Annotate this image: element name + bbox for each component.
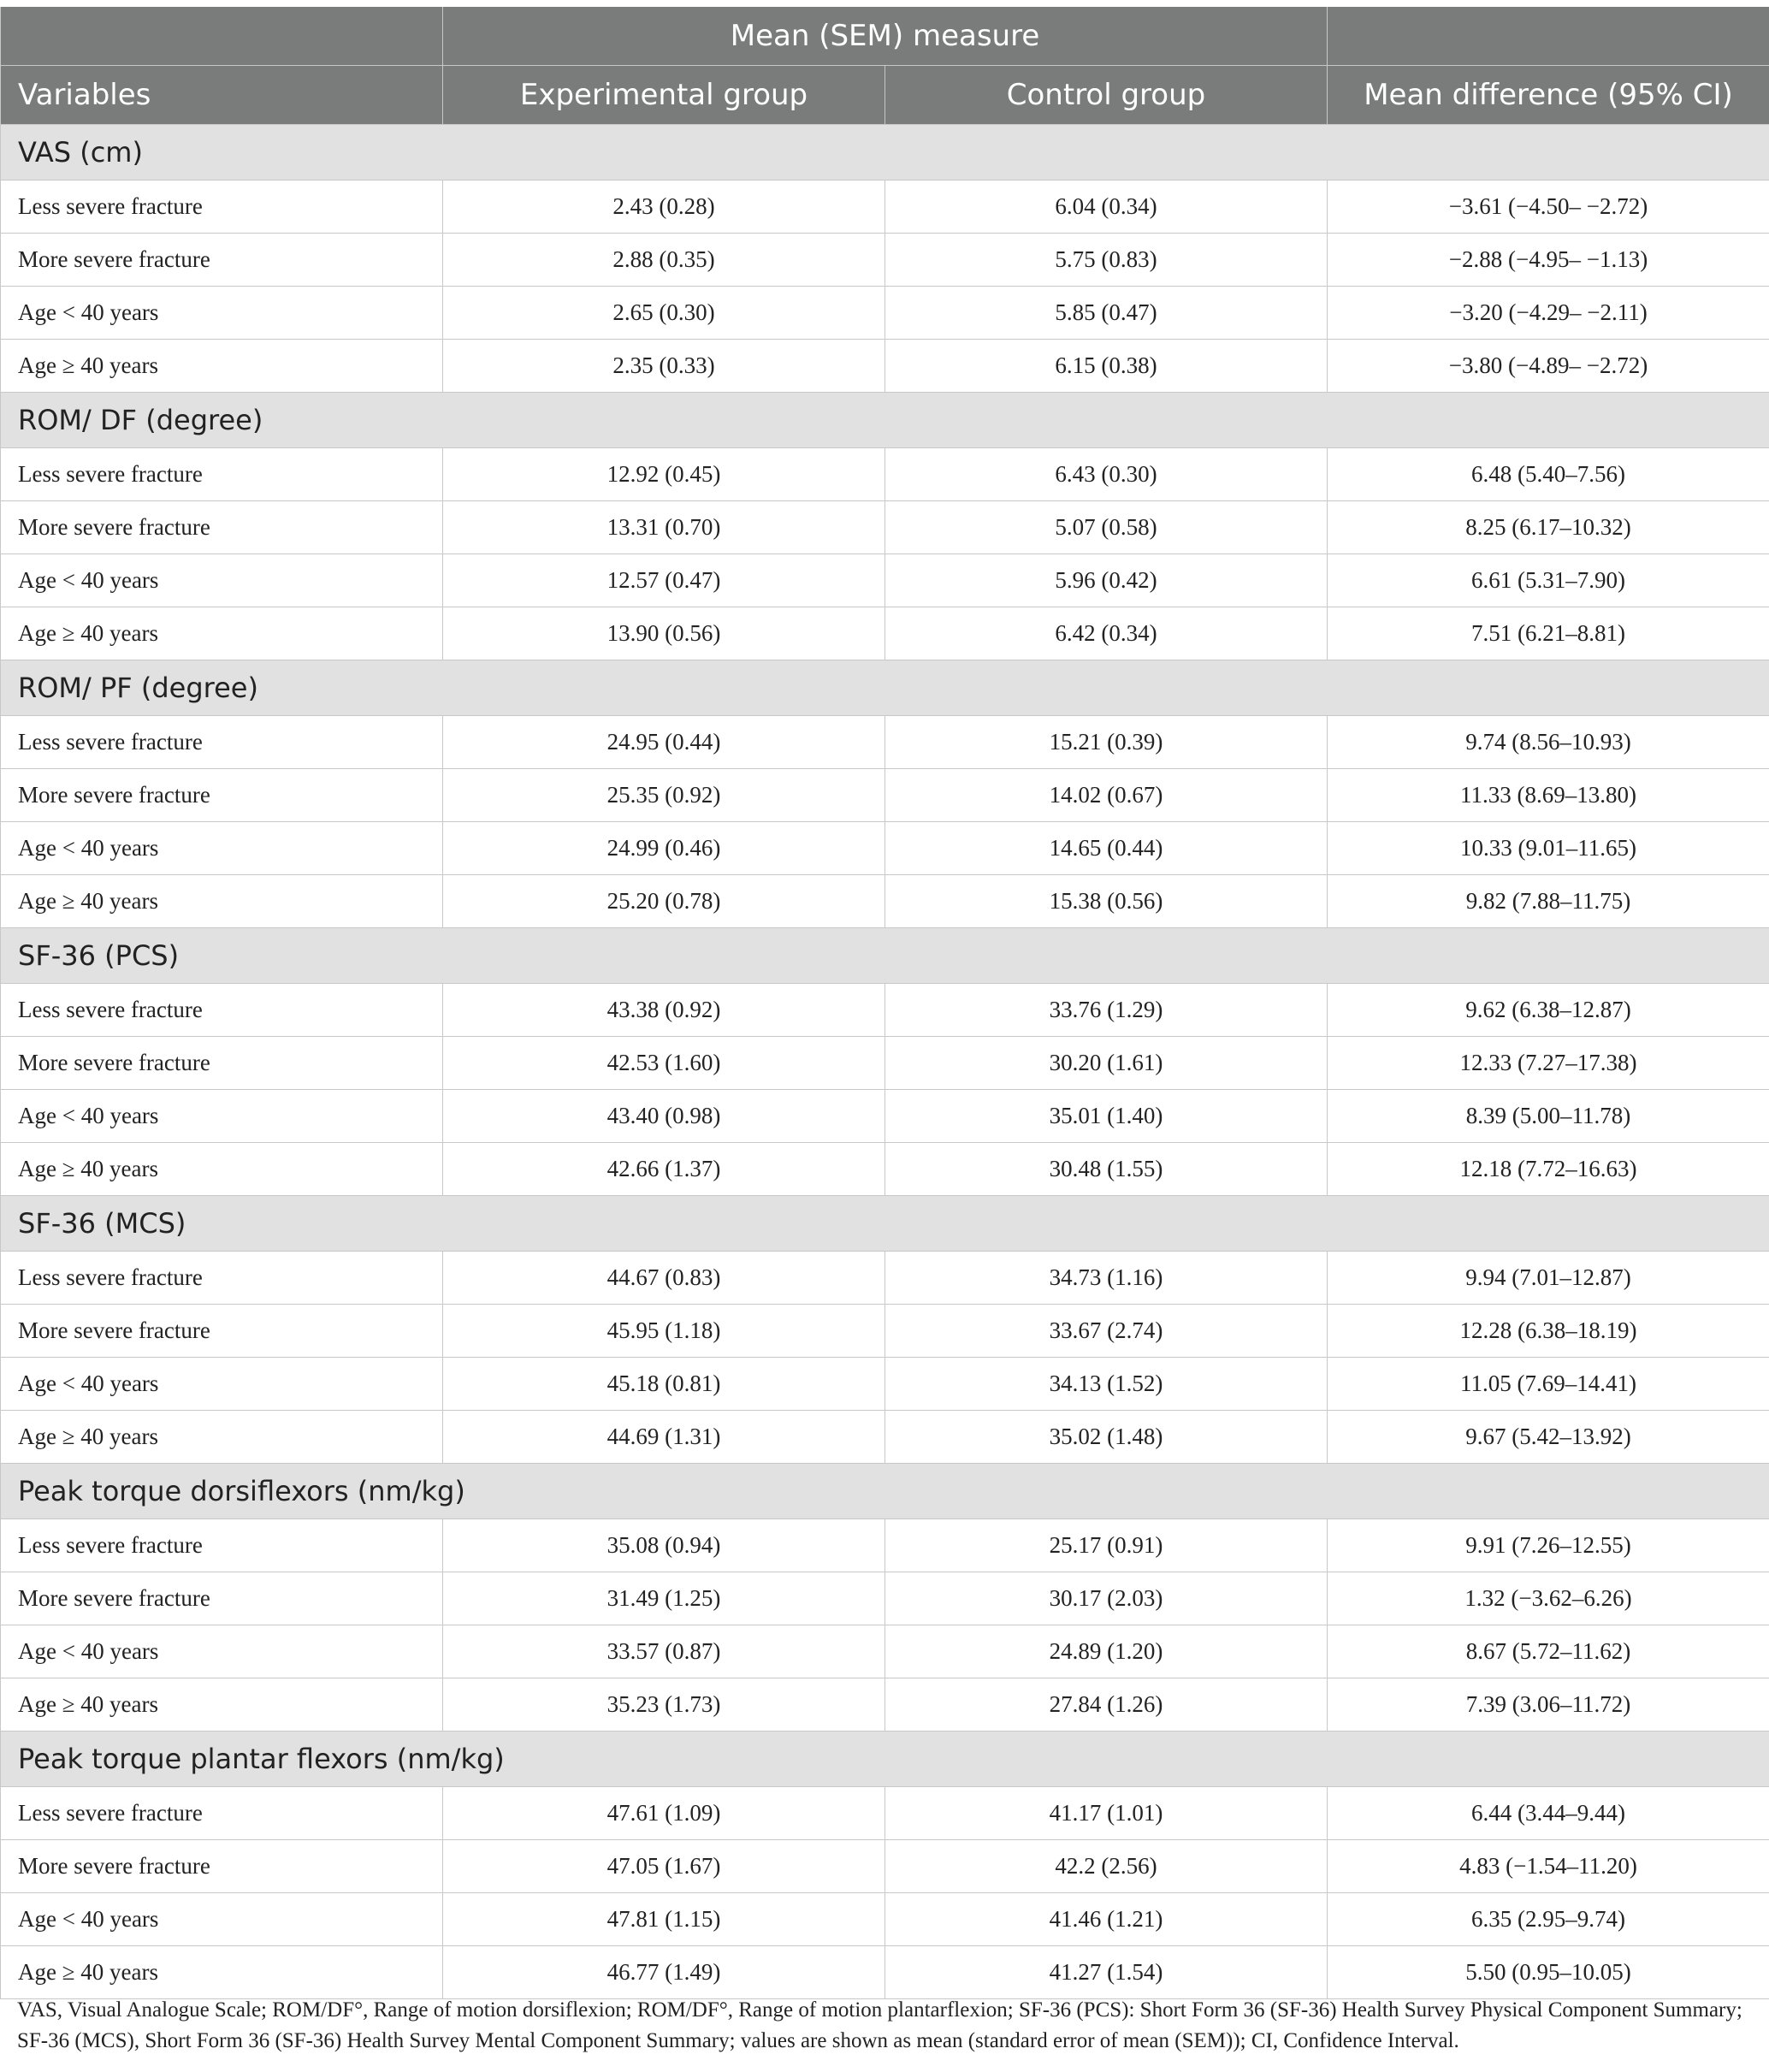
experimental-value: 45.95 (1.18)	[443, 1305, 885, 1358]
difference-value: 6.44 (3.44–9.44)	[1328, 1787, 1769, 1840]
row-label: Less severe fracture	[1, 181, 443, 234]
control-value: 33.67 (2.74)	[885, 1305, 1328, 1358]
difference-value: −2.88 (−4.95– −1.13)	[1328, 234, 1769, 287]
table-row	[1, 1143, 1769, 1196]
table-row	[1, 1678, 1769, 1732]
table-header	[1, 7, 1769, 125]
control-value: 24.89 (1.20)	[885, 1625, 1328, 1678]
table-row	[1, 1787, 1769, 1840]
difference-value: 8.67 (5.72–11.62)	[1328, 1625, 1769, 1678]
table-footnote: VAS, Visual Analogue Scale; ROM/DF°, Range of motion dorsiflexion; ROM/DF°, Range of motion plantarflexion; SF-36 (PCS): Short Form 36 (SF-36) Health Survey Physical Component Summary; SF-36 (MCS), Short Form 36 (SF-36) Health Survey Mental Component Summary; values are shown as mean (standard error of mean (SEM)); CI, Confidence Interval.	[17, 1998, 1742, 2052]
table-row	[1, 554, 1769, 607]
table-row	[1, 340, 1769, 393]
control-value: 6.42 (0.34)	[885, 607, 1328, 660]
table-row	[1, 769, 1769, 822]
experimental-value: 31.49 (1.25)	[443, 1572, 885, 1625]
difference-value: 5.50 (0.95–10.05)	[1328, 1946, 1769, 1999]
table-row	[1, 1252, 1769, 1305]
row-label: More severe fracture	[1, 501, 443, 554]
row-label: More severe fracture	[1, 1037, 443, 1090]
row-label: Age < 40 years	[1, 287, 443, 340]
difference-value: 8.39 (5.00–11.78)	[1328, 1090, 1769, 1143]
table-row	[1, 1625, 1769, 1678]
experimental-value: 13.90 (0.56)	[443, 607, 885, 660]
table-row	[1, 234, 1769, 287]
section-title: SF-36 (MCS)	[1, 1196, 1769, 1252]
section-title: Peak torque dorsiflexors (nm/kg)	[1, 1464, 1769, 1519]
difference-value: 4.83 (−1.54–11.20)	[1328, 1840, 1769, 1893]
difference-value: −3.20 (−4.29– −2.11)	[1328, 287, 1769, 340]
difference-value: 11.33 (8.69–13.80)	[1328, 769, 1769, 822]
section-title: ROM/ PF (degree)	[1, 660, 1769, 716]
row-label: Age < 40 years	[1, 1625, 443, 1678]
table-row	[1, 1946, 1769, 1999]
control-value: 5.85 (0.47)	[885, 287, 1328, 340]
header-variables: Variables	[1, 66, 443, 125]
row-label: Less severe fracture	[1, 1519, 443, 1572]
section-title: VAS (cm)	[1, 125, 1769, 181]
experimental-value: 47.05 (1.67)	[443, 1840, 885, 1893]
experimental-value: 42.66 (1.37)	[443, 1143, 885, 1196]
control-value: 6.43 (0.30)	[885, 448, 1328, 501]
row-label: Less severe fracture	[1, 1787, 443, 1840]
experimental-value: 46.77 (1.49)	[443, 1946, 885, 1999]
control-value: 41.17 (1.01)	[885, 1787, 1328, 1840]
difference-value: 9.74 (8.56–10.93)	[1328, 716, 1769, 769]
row-label: Age ≥ 40 years	[1, 1946, 443, 1999]
difference-value: 6.48 (5.40–7.56)	[1328, 448, 1769, 501]
control-value: 33.76 (1.29)	[885, 984, 1328, 1037]
row-label: More severe fracture	[1, 769, 443, 822]
experimental-value: 35.23 (1.73)	[443, 1678, 885, 1732]
table-row	[1, 287, 1769, 340]
control-value: 15.38 (0.56)	[885, 875, 1328, 928]
control-value: 15.21 (0.39)	[885, 716, 1328, 769]
experimental-value: 24.95 (0.44)	[443, 716, 885, 769]
control-value: 30.48 (1.55)	[885, 1143, 1328, 1196]
difference-value: 11.05 (7.69–14.41)	[1328, 1358, 1769, 1411]
experimental-value: 44.69 (1.31)	[443, 1411, 885, 1464]
table-body	[1, 125, 1769, 1999]
control-value: 5.75 (0.83)	[885, 234, 1328, 287]
section-row	[1, 1732, 1769, 1787]
section-title: Peak torque plantar flexors (nm/kg)	[1, 1732, 1769, 1787]
row-label: More severe fracture	[1, 1572, 443, 1625]
table-row	[1, 448, 1769, 501]
row-label: Age ≥ 40 years	[1, 1411, 443, 1464]
section-row	[1, 928, 1769, 984]
control-value: 30.20 (1.61)	[885, 1037, 1328, 1090]
row-label: Age < 40 years	[1, 1358, 443, 1411]
control-value: 5.96 (0.42)	[885, 554, 1328, 607]
control-value: 6.15 (0.38)	[885, 340, 1328, 393]
row-label: Age ≥ 40 years	[1, 340, 443, 393]
control-value: 41.27 (1.54)	[885, 1946, 1328, 1999]
experimental-value: 47.81 (1.15)	[443, 1893, 885, 1946]
difference-value: 9.67 (5.42–13.92)	[1328, 1411, 1769, 1464]
experimental-value: 2.35 (0.33)	[443, 340, 885, 393]
control-value: 35.02 (1.48)	[885, 1411, 1328, 1464]
difference-value: 9.82 (7.88–11.75)	[1328, 875, 1769, 928]
table-row	[1, 984, 1769, 1037]
row-label: Less severe fracture	[1, 448, 443, 501]
row-label: More severe fracture	[1, 234, 443, 287]
control-value: 34.73 (1.16)	[885, 1252, 1328, 1305]
experimental-value: 25.35 (0.92)	[443, 769, 885, 822]
row-label: Age ≥ 40 years	[1, 875, 443, 928]
experimental-value: 12.92 (0.45)	[443, 448, 885, 501]
table-row	[1, 1090, 1769, 1143]
control-value: 35.01 (1.40)	[885, 1090, 1328, 1143]
header-experimental: Experimental group	[443, 66, 885, 125]
row-label: Age < 40 years	[1, 554, 443, 607]
control-value: 14.65 (0.44)	[885, 822, 1328, 875]
difference-value: 6.61 (5.31–7.90)	[1328, 554, 1769, 607]
experimental-value: 43.38 (0.92)	[443, 984, 885, 1037]
control-value: 41.46 (1.21)	[885, 1893, 1328, 1946]
control-value: 42.2 (2.56)	[885, 1840, 1328, 1893]
control-value: 5.07 (0.58)	[885, 501, 1328, 554]
experimental-value: 35.08 (0.94)	[443, 1519, 885, 1572]
difference-value: −3.80 (−4.89– −2.72)	[1328, 340, 1769, 393]
control-value: 14.02 (0.67)	[885, 769, 1328, 822]
header-row-group	[1, 7, 1769, 66]
table-row	[1, 1411, 1769, 1464]
row-label: Less severe fracture	[1, 1252, 443, 1305]
experimental-value: 2.65 (0.30)	[443, 287, 885, 340]
results-table	[0, 7, 1769, 1999]
row-label: More severe fracture	[1, 1305, 443, 1358]
results-table-container	[0, 7, 1769, 1999]
header-empty-cell-right	[1328, 7, 1769, 66]
table-row	[1, 1358, 1769, 1411]
row-label: Age < 40 years	[1, 822, 443, 875]
difference-value: 10.33 (9.01–11.65)	[1328, 822, 1769, 875]
header-control: Control group	[885, 66, 1328, 125]
experimental-value: 47.61 (1.09)	[443, 1787, 885, 1840]
section-title: ROM/ DF (degree)	[1, 393, 1769, 448]
difference-value: 12.18 (7.72–16.63)	[1328, 1143, 1769, 1196]
experimental-value: 45.18 (0.81)	[443, 1358, 885, 1411]
control-value: 6.04 (0.34)	[885, 181, 1328, 234]
control-value: 25.17 (0.91)	[885, 1519, 1328, 1572]
header-group-title: Mean (SEM) measure	[443, 7, 1328, 66]
row-label: Age ≥ 40 years	[1, 1678, 443, 1732]
difference-value: 12.28 (6.38–18.19)	[1328, 1305, 1769, 1358]
table-row	[1, 1893, 1769, 1946]
difference-value: 8.25 (6.17–10.32)	[1328, 501, 1769, 554]
section-row	[1, 393, 1769, 448]
row-label: Less severe fracture	[1, 716, 443, 769]
table-row	[1, 1519, 1769, 1572]
experimental-value: 25.20 (0.78)	[443, 875, 885, 928]
experimental-value: 44.67 (0.83)	[443, 1252, 885, 1305]
table-row	[1, 181, 1769, 234]
control-value: 34.13 (1.52)	[885, 1358, 1328, 1411]
row-label: Age ≥ 40 years	[1, 607, 443, 660]
row-label: Age < 40 years	[1, 1893, 443, 1946]
experimental-value: 12.57 (0.47)	[443, 554, 885, 607]
table-row	[1, 875, 1769, 928]
difference-value: 1.32 (−3.62–6.26)	[1328, 1572, 1769, 1625]
difference-value: 12.33 (7.27–17.38)	[1328, 1037, 1769, 1090]
difference-value: 7.51 (6.21–8.81)	[1328, 607, 1769, 660]
table-row	[1, 501, 1769, 554]
row-label: Age ≥ 40 years	[1, 1143, 443, 1196]
table-row	[1, 1572, 1769, 1625]
table-row	[1, 1840, 1769, 1893]
row-label: More severe fracture	[1, 1840, 443, 1893]
difference-value: 9.94 (7.01–12.87)	[1328, 1252, 1769, 1305]
experimental-value: 13.31 (0.70)	[443, 501, 885, 554]
section-row	[1, 1464, 1769, 1519]
header-row-columns	[1, 66, 1769, 125]
experimental-value: 42.53 (1.60)	[443, 1037, 885, 1090]
difference-value: 7.39 (3.06–11.72)	[1328, 1678, 1769, 1732]
table-row	[1, 716, 1769, 769]
control-value: 30.17 (2.03)	[885, 1572, 1328, 1625]
row-label: Less severe fracture	[1, 984, 443, 1037]
table-row	[1, 1305, 1769, 1358]
header-empty-cell	[1, 7, 443, 66]
table-row	[1, 607, 1769, 660]
experimental-value: 2.88 (0.35)	[443, 234, 885, 287]
experimental-value: 43.40 (0.98)	[443, 1090, 885, 1143]
control-value: 27.84 (1.26)	[885, 1678, 1328, 1732]
header-difference: Mean difference (95% CI)	[1328, 66, 1769, 125]
table-row	[1, 1037, 1769, 1090]
section-row	[1, 1196, 1769, 1252]
experimental-value: 2.43 (0.28)	[443, 181, 885, 234]
section-title: SF-36 (PCS)	[1, 928, 1769, 984]
difference-value: 9.62 (6.38–12.87)	[1328, 984, 1769, 1037]
table-row	[1, 822, 1769, 875]
difference-value: 9.91 (7.26–12.55)	[1328, 1519, 1769, 1572]
section-row	[1, 660, 1769, 716]
experimental-value: 33.57 (0.87)	[443, 1625, 885, 1678]
section-row	[1, 125, 1769, 181]
difference-value: 6.35 (2.95–9.74)	[1328, 1893, 1769, 1946]
row-label: Age < 40 years	[1, 1090, 443, 1143]
difference-value: −3.61 (−4.50– −2.72)	[1328, 181, 1769, 234]
experimental-value: 24.99 (0.46)	[443, 822, 885, 875]
